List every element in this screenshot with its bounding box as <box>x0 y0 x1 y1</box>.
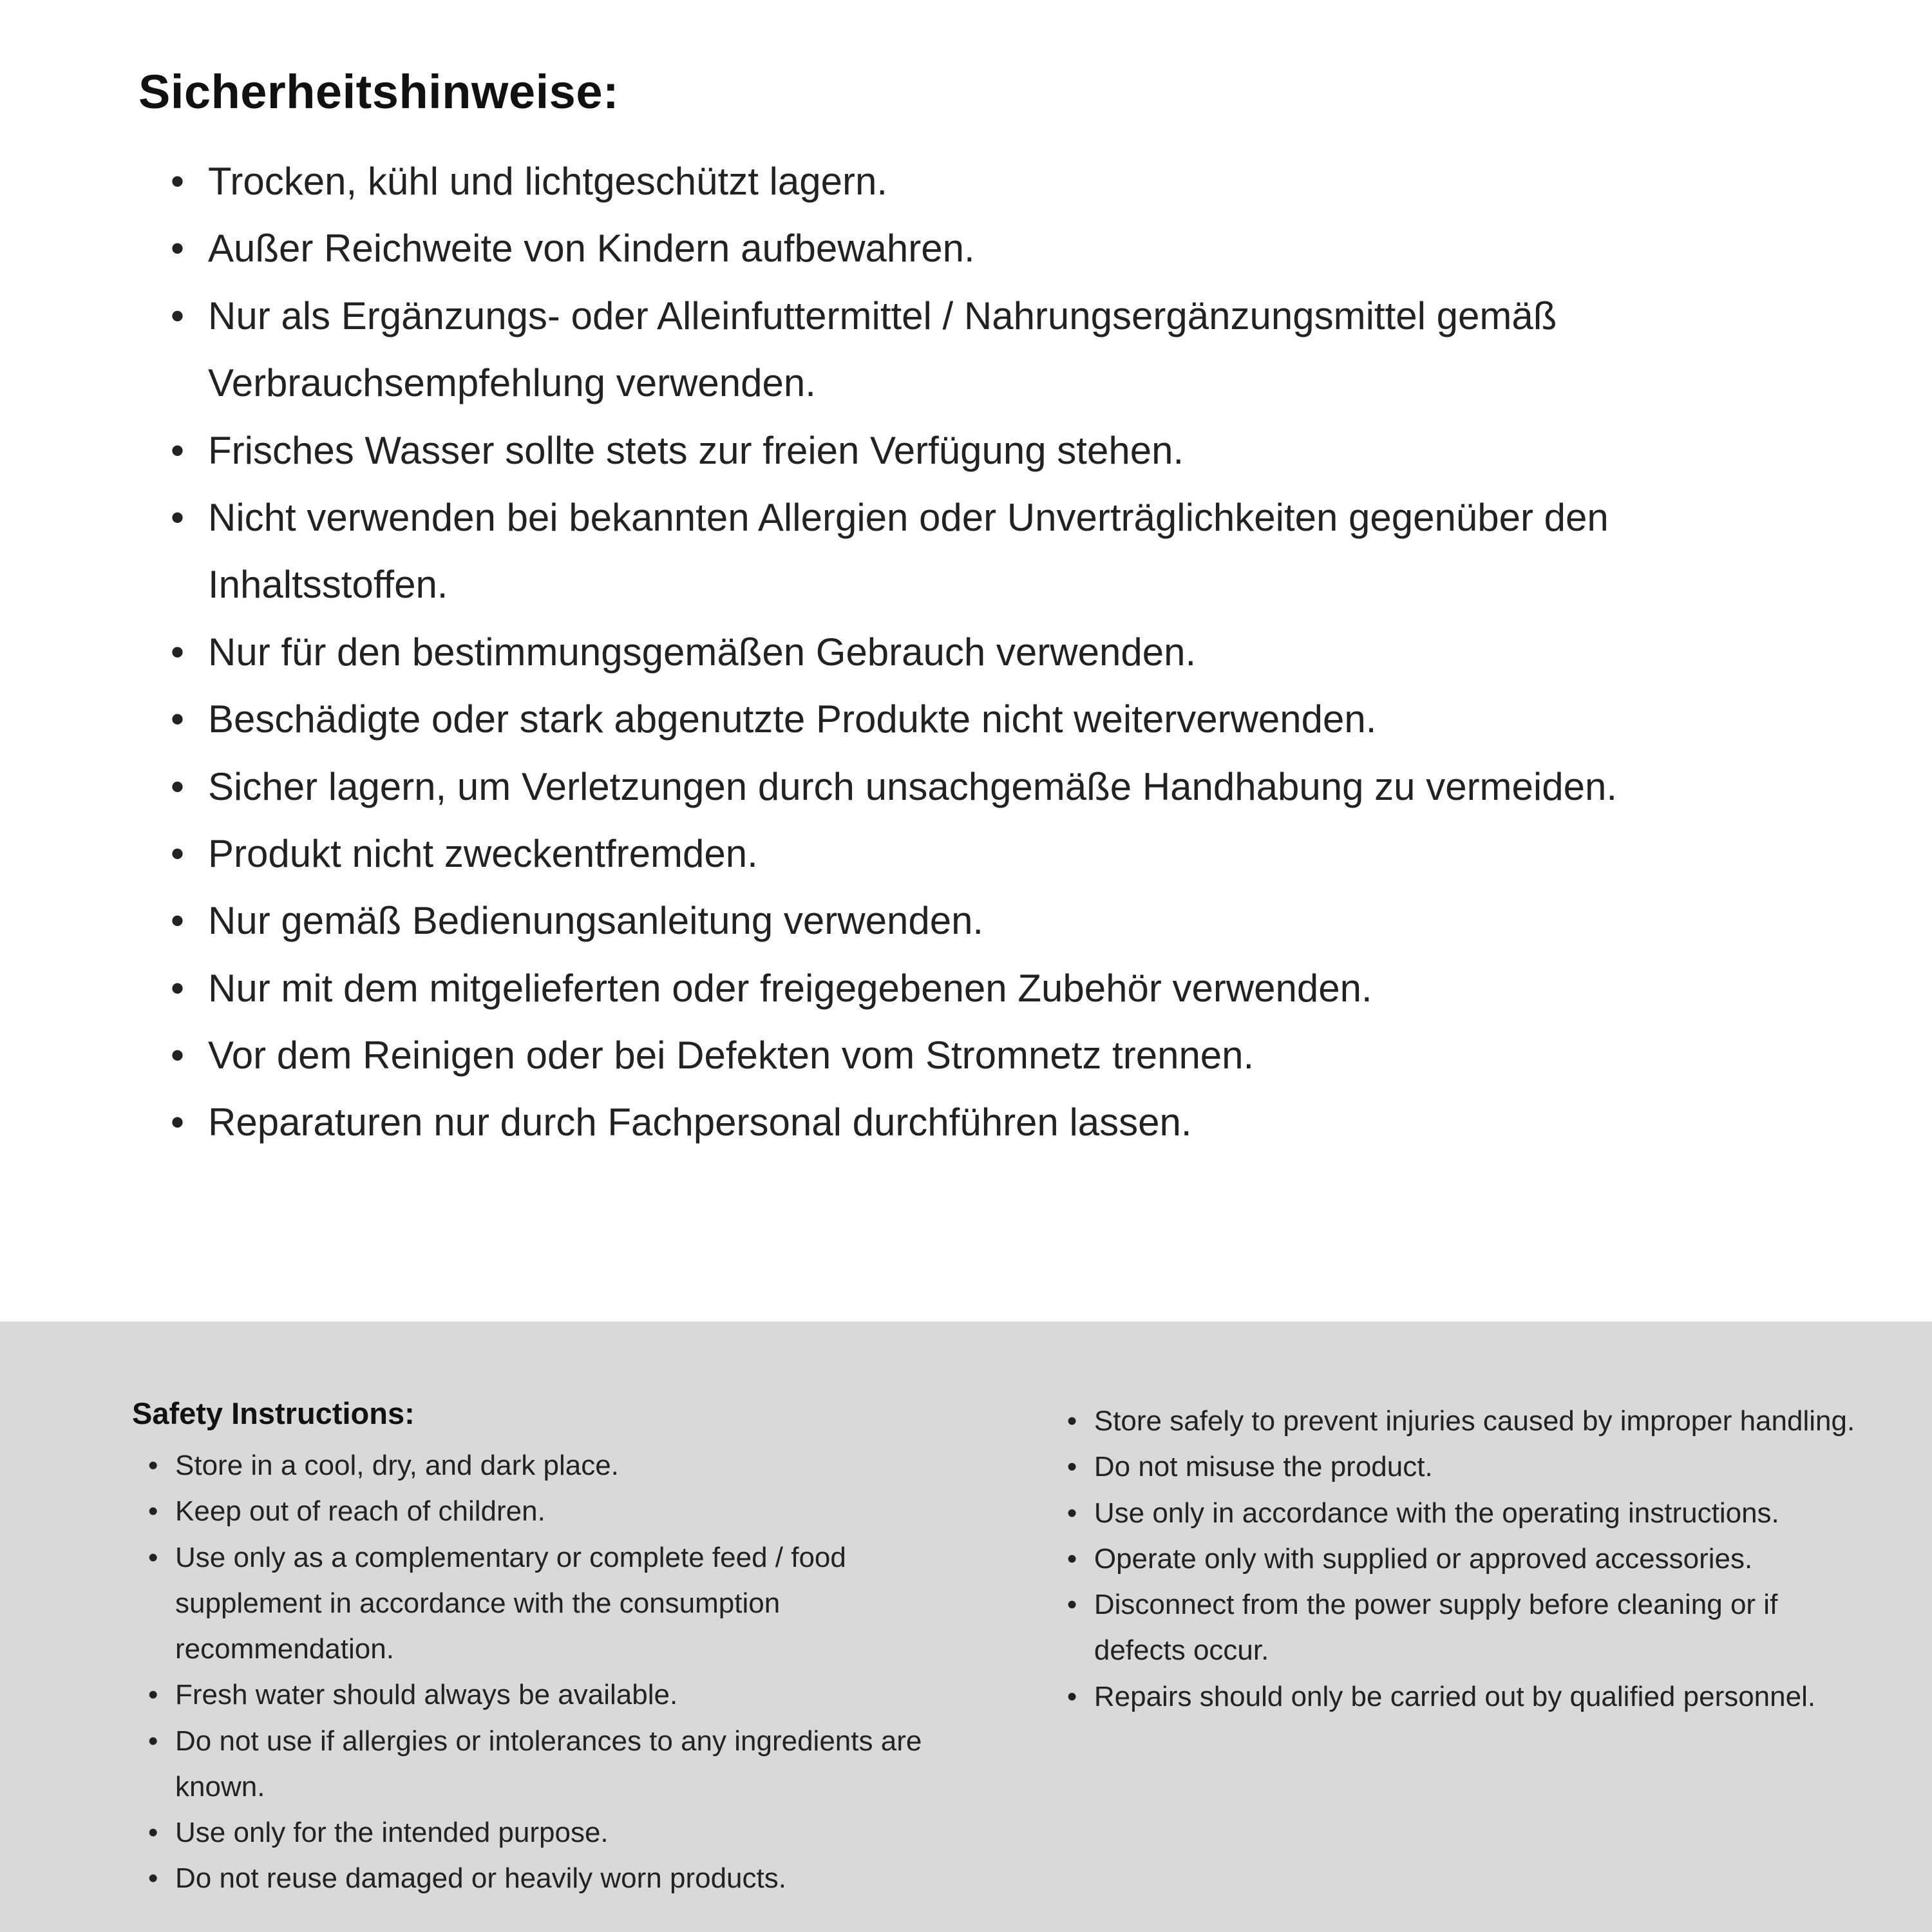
german-safety-list <box>138 148 1842 1157</box>
list-item: • Nur für den bestimmungsgemäßen Gebrauch verwenden. <box>171 619 1842 686</box>
list-item: • Nicht verwenden bei bekannten Allergien oder Unverträglichkeiten gegenüber den Inhaltsstoffen. <box>171 484 1842 619</box>
list-item: • Nur als Ergänzungs- oder Alleinfuttermittel / Nahrungsergänzungsmittel gemäß Verbrauchsempfehlung verwenden. <box>171 283 1842 417</box>
list-item: • Vor dem Reinigen oder bei Defekten vom Stromnetz trennen. <box>171 1022 1842 1089</box>
list-item: • Sicher lagern, um Verletzungen durch unsachgemäße Handhabung zu vermeiden. <box>171 753 1842 820</box>
list-item: • Nur gemäß Bedienungsanleitung verwenden. <box>171 887 1842 954</box>
english-left-list <box>132 1443 974 1902</box>
list-item: • Use only in accordance with the operating instructions. <box>1067 1490 1868 1536</box>
list-item: • Frisches Wasser sollte stets zur freien Verfügung stehen. <box>171 417 1842 484</box>
list-item: • Disconnect from the power supply before cleaning or if defects occur. <box>1067 1582 1868 1674</box>
english-title: Safety Instructions: <box>132 1396 415 1430</box>
list-item: • Repairs should only be carried out by qualified personnel. <box>1067 1674 1868 1719</box>
english-right-list <box>1051 1398 1868 1719</box>
list-item: • Keep out of reach of children. <box>148 1488 974 1534</box>
list-item: • Beschädigte oder stark abgenutzte Produkte nicht weiterverwenden. <box>171 686 1842 753</box>
list-item: • Außer Reichweite von Kindern aufbewahren. <box>171 215 1842 282</box>
list-item: • Use only for the intended purpose. <box>148 1810 974 1855</box>
list-item: • Trocken, kühl und lichtgeschützt lagern. <box>171 148 1842 215</box>
list-item: • Operate only with supplied or approved accessories. <box>1067 1536 1868 1582</box>
list-item: • Use only as a complementary or complete feed / food supplement in accordance with the consumption recommendation. <box>148 1535 974 1672</box>
list-item: • Do not use if allergies or intolerances to any ingredients are known. <box>148 1718 974 1810</box>
german-title: Sicherheitshinweise: <box>138 65 620 118</box>
list-item: • Store in a cool, dry, and dark place. <box>148 1443 974 1488</box>
list-item: • Fresh water should always be available. <box>148 1672 974 1718</box>
english-right-column <box>1051 1396 1868 1932</box>
list-item: • Reparaturen nur durch Fachpersonal durchführen lassen. <box>171 1089 1842 1156</box>
english-left-column <box>132 1396 974 1932</box>
list-item: • Do not reuse damaged or heavily worn products. <box>148 1855 974 1901</box>
list-item: • Nur mit dem mitgelieferten oder freigegebenen Zubehör verwenden. <box>171 955 1842 1022</box>
list-item: • Store safely to prevent injuries caused by improper handling. <box>1067 1398 1868 1444</box>
list-item: • Do not misuse the product. <box>1067 1444 1868 1490</box>
list-item: • Produkt nicht zweckentfremden. <box>171 820 1842 887</box>
english-section <box>0 1321 1932 1932</box>
